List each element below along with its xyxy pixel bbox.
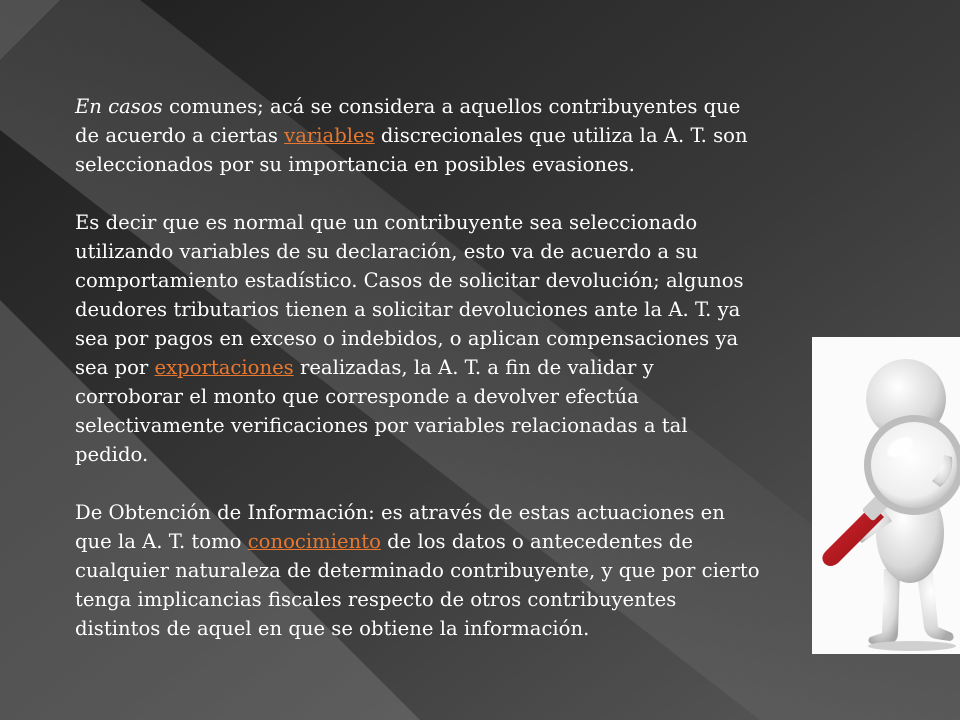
slide-text: [75, 92, 765, 643]
paragraph-1-text-a: comunes; acá se considera a aquellos contribuyentes que de acuerdo a ciertas: [75, 95, 741, 147]
person-with-magnifying-glass-icon: [812, 337, 960, 654]
paragraph-obtencion: [75, 498, 765, 643]
paragraph-2-text-a: Es decir que es normal que un contribuyente sea seleccionado utilizando variables de su declaración, esto va de acuerdo a su comportamiento estadístico. Casos de solicitar devolución; algunos deudores tributarios tienen a solicitar devoluciones ante la A. T. ya sea por pagos en exceso o indebidos, o aplican compensaciones ya sea por: [75, 211, 744, 379]
paragraph-3-text-b: de los datos o antecedentes de cualquier naturaleza de determinado contribuyente, y que por cierto tenga implicancias fiscales respecto de otros contribuyentes distintos de aquel en que se obtiene la información.: [75, 530, 760, 640]
link-variables[interactable]: variables: [284, 124, 375, 147]
magnifier-figure-image: [812, 337, 960, 654]
link-exportaciones[interactable]: exportaciones: [154, 356, 294, 379]
italic-lead: En casos: [75, 95, 163, 118]
paragraph-1-text-b: discrecionales que utiliza la A. T. son seleccionados por su importancia en posibles evasiones.: [75, 124, 748, 176]
paragraph-3-text-a: De Obtención de Información: es através de estas actuaciones en que la A. T. tomo: [75, 501, 725, 553]
paragraph-en-casos: [75, 92, 765, 179]
paragraph-2-text-b: realizadas, la A. T. a fin de validar y corroborar el monto que corresponde a devolver efectúa selectivamente verificaciones por variables relacionadas a tal pedido.: [75, 356, 688, 466]
paragraph-es-decir: [75, 208, 765, 469]
link-conocimiento[interactable]: conocimiento: [247, 530, 381, 553]
